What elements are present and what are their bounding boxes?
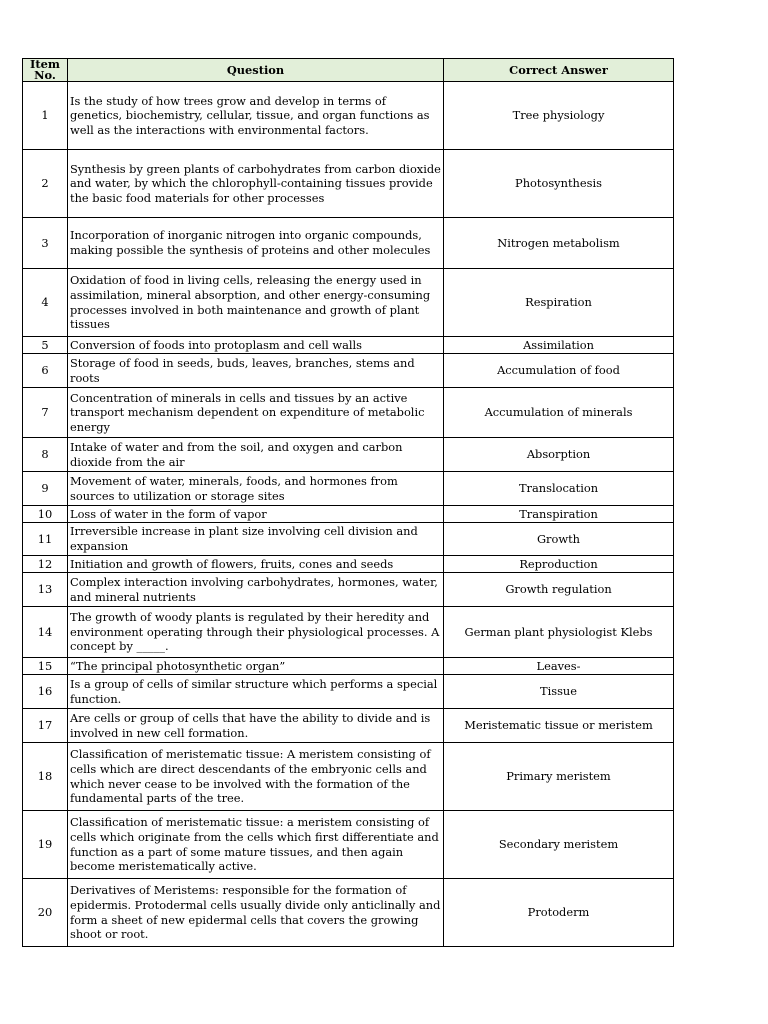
correct-answer: Transpiration bbox=[444, 506, 674, 523]
correct-answer: Growth bbox=[444, 523, 674, 556]
table-row bbox=[23, 438, 674, 472]
table-row bbox=[23, 658, 674, 675]
correct-answer: Accumulation of food bbox=[444, 354, 674, 388]
correct-answer: Tissue bbox=[444, 675, 674, 709]
table-row bbox=[23, 811, 674, 879]
table-row bbox=[23, 573, 674, 607]
question-text: “The principal photosynthetic organ” bbox=[68, 658, 444, 675]
question-answer-table bbox=[22, 58, 674, 947]
item-number: 4 bbox=[23, 269, 68, 337]
table-row bbox=[23, 523, 674, 556]
table-row bbox=[23, 82, 674, 150]
correct-answer: Assimilation bbox=[444, 337, 674, 354]
item-number: 13 bbox=[23, 573, 68, 607]
item-number: 9 bbox=[23, 472, 68, 506]
correct-answer: Photosynthesis bbox=[444, 150, 674, 218]
header-item-no: Item No. bbox=[23, 59, 68, 82]
table-row bbox=[23, 743, 674, 811]
header-correct-answer: Correct Answer bbox=[444, 59, 674, 82]
item-number: 19 bbox=[23, 811, 68, 879]
table-row bbox=[23, 337, 674, 354]
correct-answer: Growth regulation bbox=[444, 573, 674, 607]
question-text: Classification of meristematic tissue: a meristem consisting of cells which originate from the cells which first differentiate and function as a part of some mature tissues, and then again become meristematically active. bbox=[68, 811, 444, 879]
table-header-row bbox=[23, 59, 674, 82]
correct-answer: Nitrogen metabolism bbox=[444, 218, 674, 269]
correct-answer: Leaves- bbox=[444, 658, 674, 675]
correct-answer: Translocation bbox=[444, 472, 674, 506]
question-text: Movement of water, minerals, foods, and hormones from sources to utilization or storage sites bbox=[68, 472, 444, 506]
correct-answer: Meristematic tissue or meristem bbox=[444, 709, 674, 743]
correct-answer: Primary meristem bbox=[444, 743, 674, 811]
question-text: Incorporation of inorganic nitrogen into organic compounds, making possible the synthesis of proteins and other molecules bbox=[68, 218, 444, 269]
item-number: 1 bbox=[23, 82, 68, 150]
item-number: 15 bbox=[23, 658, 68, 675]
question-text: Classification of meristematic tissue: A meristem consisting of cells which are direct descendants of the embryonic cells and which never cease to be involved with the formation of the fundamental parts of the tree. bbox=[68, 743, 444, 811]
question-text: Conversion of foods into protoplasm and cell walls bbox=[68, 337, 444, 354]
header-question: Question bbox=[68, 59, 444, 82]
question-text: Is the study of how trees grow and develop in terms of genetics, biochemistry, cellular, tissue, and organ functions as well as the interactions with environmental factors. bbox=[68, 82, 444, 150]
correct-answer: Protoderm bbox=[444, 879, 674, 947]
table-row bbox=[23, 388, 674, 438]
table-row bbox=[23, 150, 674, 218]
question-text: Are cells or group of cells that have the ability to divide and is involved in new cell formation. bbox=[68, 709, 444, 743]
correct-answer: Tree physiology bbox=[444, 82, 674, 150]
question-text: Derivatives of Meristems: responsible for the formation of epidermis. Protodermal cells usually divide only anticlinally and form a sheet of new epidermal cells that covers the growing shoot or root. bbox=[68, 879, 444, 947]
item-number: 8 bbox=[23, 438, 68, 472]
table-row bbox=[23, 709, 674, 743]
correct-answer: Absorption bbox=[444, 438, 674, 472]
question-text: Loss of water in the form of vapor bbox=[68, 506, 444, 523]
item-number: 18 bbox=[23, 743, 68, 811]
item-number: 11 bbox=[23, 523, 68, 556]
question-text: Synthesis by green plants of carbohydrates from carbon dioxide and water, by which the chlorophyll-containing tissues provide the basic food materials for other processes bbox=[68, 150, 444, 218]
table-row bbox=[23, 218, 674, 269]
item-number: 20 bbox=[23, 879, 68, 947]
correct-answer: Reproduction bbox=[444, 556, 674, 573]
item-number: 7 bbox=[23, 388, 68, 438]
question-text: Initiation and growth of flowers, fruits, cones and seeds bbox=[68, 556, 444, 573]
table-row bbox=[23, 269, 674, 337]
question-text: Is a group of cells of similar structure which performs a special function. bbox=[68, 675, 444, 709]
item-number: 17 bbox=[23, 709, 68, 743]
table-row bbox=[23, 556, 674, 573]
question-text: The growth of woody plants is regulated by their heredity and environment operating through their physiological processes. A concept by _____. bbox=[68, 607, 444, 658]
item-number: 12 bbox=[23, 556, 68, 573]
question-text: Storage of food in seeds, buds, leaves, branches, stems and roots bbox=[68, 354, 444, 388]
item-number: 16 bbox=[23, 675, 68, 709]
correct-answer: German plant physiologist Klebs bbox=[444, 607, 674, 658]
item-number: 6 bbox=[23, 354, 68, 388]
correct-answer: Accumulation of minerals bbox=[444, 388, 674, 438]
question-text: Concentration of minerals in cells and tissues by an active transport mechanism dependent on expenditure of metabolic energy bbox=[68, 388, 444, 438]
question-text: Intake of water and from the soil, and oxygen and carbon dioxide from the air bbox=[68, 438, 444, 472]
item-number: 10 bbox=[23, 506, 68, 523]
correct-answer: Respiration bbox=[444, 269, 674, 337]
question-text: Oxidation of food in living cells, releasing the energy used in assimilation, mineral absorption, and other energy-consuming processes involved in both maintenance and growth of plant tissues bbox=[68, 269, 444, 337]
table-row bbox=[23, 879, 674, 947]
item-number: 3 bbox=[23, 218, 68, 269]
question-text: Complex interaction involving carbohydrates, hormones, water, and mineral nutrients bbox=[68, 573, 444, 607]
table-row bbox=[23, 506, 674, 523]
table-row bbox=[23, 607, 674, 658]
item-number: 5 bbox=[23, 337, 68, 354]
item-number: 2 bbox=[23, 150, 68, 218]
correct-answer: Secondary meristem bbox=[444, 811, 674, 879]
question-text: Irreversible increase in plant size involving cell division and expansion bbox=[68, 523, 444, 556]
table-row bbox=[23, 472, 674, 506]
item-number: 14 bbox=[23, 607, 68, 658]
table-row bbox=[23, 675, 674, 709]
table-row bbox=[23, 354, 674, 388]
